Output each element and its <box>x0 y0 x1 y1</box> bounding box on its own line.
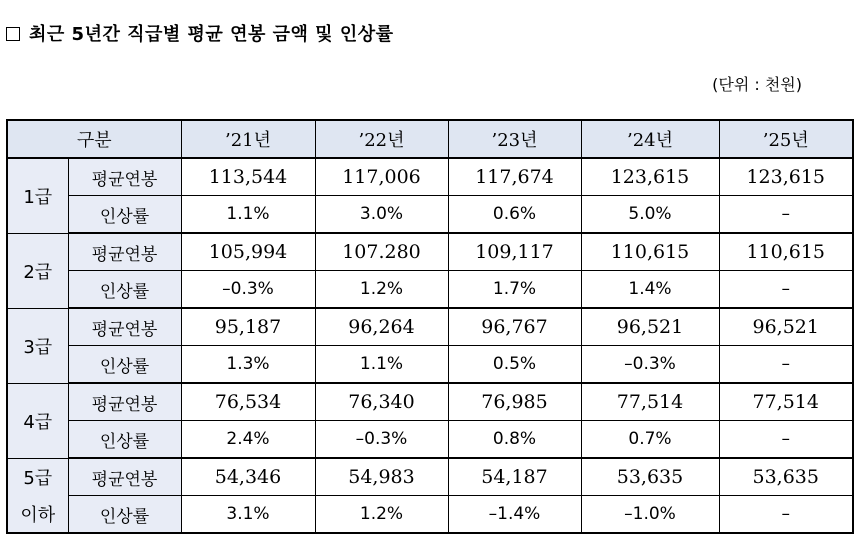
salary-cell: 96,521 <box>719 308 853 346</box>
salary-cell: 113,544 <box>181 158 315 196</box>
salary-cell: 123,615 <box>719 158 853 196</box>
salary-cell: 54,346 <box>181 458 315 496</box>
rate-cell: –0.3% <box>315 421 448 459</box>
salary-cell: 76,340 <box>315 383 448 421</box>
table-row <box>7 496 853 534</box>
salary-cell: 107.280 <box>315 233 448 271</box>
document-title <box>6 20 394 46</box>
salary-cell: 117,006 <box>315 158 448 196</box>
table-row <box>7 346 853 384</box>
table-row <box>7 233 853 271</box>
rate-cell: 0.5% <box>448 346 581 384</box>
header-year: ’21년 <box>181 120 315 158</box>
rate-cell: 2.4% <box>181 421 315 459</box>
rate-cell: – <box>719 496 853 534</box>
row-label: 평균연봉 <box>68 158 181 196</box>
salary-cell: 76,534 <box>181 383 315 421</box>
rate-cell: 1.1% <box>181 196 315 234</box>
rate-cell: 1.1% <box>315 346 448 384</box>
salary-cell: 76,985 <box>448 383 581 421</box>
table-row <box>7 421 853 459</box>
header-category: 구분 <box>7 120 181 158</box>
salary-cell: 110,615 <box>581 233 719 271</box>
salary-cell: 110,615 <box>719 233 853 271</box>
rate-cell: 0.8% <box>448 421 581 459</box>
unit-note: (단위 : 천원) <box>712 75 802 94</box>
salary-cell: 123,615 <box>581 158 719 196</box>
rate-cell: 5.0% <box>581 196 719 234</box>
header-year: ’25년 <box>719 120 853 158</box>
row-label: 인상률 <box>68 421 181 459</box>
rate-cell: 0.6% <box>448 196 581 234</box>
grade-cell: 이하 <box>7 496 68 534</box>
rate-cell: 1.2% <box>315 271 448 309</box>
rate-cell: 3.0% <box>315 196 448 234</box>
rate-cell: –1.4% <box>448 496 581 534</box>
rate-cell: – <box>719 271 853 309</box>
rate-cell: –0.3% <box>581 346 719 384</box>
grade-cell: 4급 <box>7 383 68 458</box>
salary-cell: 54,187 <box>448 458 581 496</box>
row-label: 인상률 <box>68 271 181 309</box>
salary-cell: 105,994 <box>181 233 315 271</box>
salary-cell: 53,635 <box>719 458 853 496</box>
salary-cell: 96,767 <box>448 308 581 346</box>
rate-cell: –0.3% <box>181 271 315 309</box>
salary-cell: 117,674 <box>448 158 581 196</box>
grade-cell: 3급 <box>7 308 68 383</box>
rate-cell: – <box>719 196 853 234</box>
table-row <box>7 458 853 496</box>
row-label: 평균연봉 <box>68 383 181 421</box>
table-header-row <box>7 120 853 158</box>
checkbox-square-icon <box>6 27 20 41</box>
header-year: ’22년 <box>315 120 448 158</box>
salary-cell: 53,635 <box>581 458 719 496</box>
salary-cell: 54,983 <box>315 458 448 496</box>
rate-cell: 1.2% <box>315 496 448 534</box>
rate-cell: 0.7% <box>581 421 719 459</box>
table-row <box>7 158 853 196</box>
table-row <box>7 271 853 309</box>
rate-cell: – <box>719 421 853 459</box>
rate-cell: 3.1% <box>181 496 315 534</box>
table-row <box>7 308 853 346</box>
rate-cell: 1.7% <box>448 271 581 309</box>
salary-cell: 95,187 <box>181 308 315 346</box>
grade-cell: 5급 <box>7 458 68 496</box>
table-row <box>7 196 853 234</box>
table-row <box>7 383 853 421</box>
row-label: 인상률 <box>68 346 181 384</box>
header-year: ’24년 <box>581 120 719 158</box>
row-label: 평균연봉 <box>68 308 181 346</box>
salary-table <box>6 119 854 534</box>
title-text: 최근 5년간 직급별 평균 연봉 금액 및 인상률 <box>29 24 394 45</box>
salary-cell: 77,514 <box>581 383 719 421</box>
grade-cell: 2급 <box>7 233 68 308</box>
grade-cell: 1급 <box>7 158 68 233</box>
rate-cell: 1.4% <box>581 271 719 309</box>
rate-cell: –1.0% <box>581 496 719 534</box>
salary-cell: 96,264 <box>315 308 448 346</box>
row-label: 평균연봉 <box>68 233 181 271</box>
rate-cell: – <box>719 346 853 384</box>
salary-cell: 109,117 <box>448 233 581 271</box>
row-label: 평균연봉 <box>68 458 181 496</box>
row-label: 인상률 <box>68 196 181 234</box>
salary-cell: 96,521 <box>581 308 719 346</box>
salary-cell: 77,514 <box>719 383 853 421</box>
header-year: ’23년 <box>448 120 581 158</box>
row-label: 인상률 <box>68 496 181 534</box>
rate-cell: 1.3% <box>181 346 315 384</box>
